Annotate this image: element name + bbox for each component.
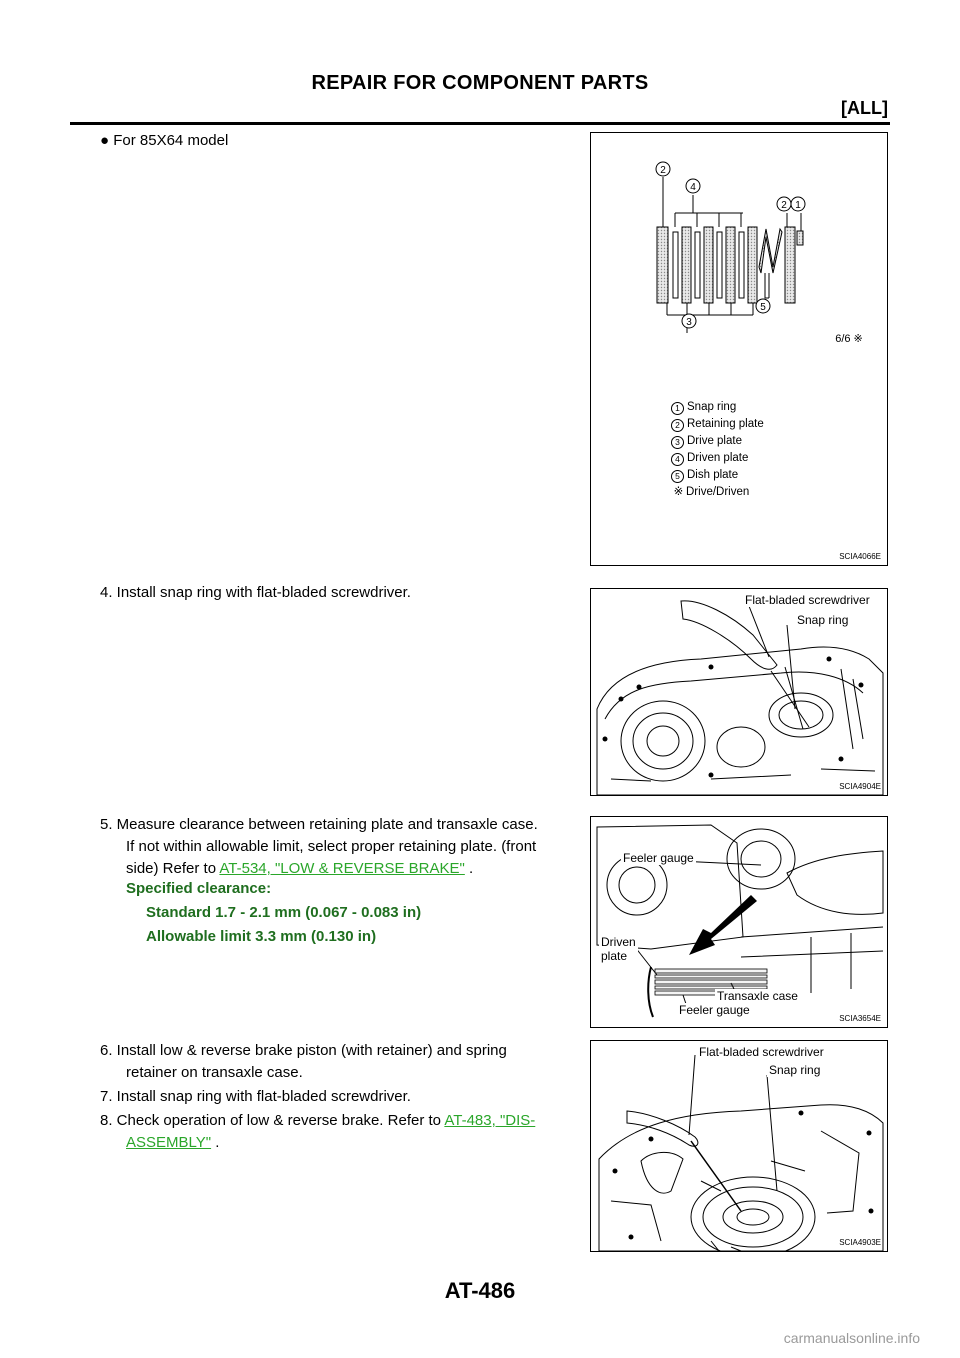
figure-piston-snap-ring	[590, 1040, 888, 1252]
watermark: carmanualsonline.info	[783, 1330, 920, 1346]
step-4: 4. Install snap ring with flat-bladed screwdriver.	[100, 584, 411, 601]
header-rule	[70, 122, 890, 125]
callout-feeler-gauge-bottom: Feeler gauge	[679, 1003, 750, 1017]
callout-driven-plate: Driven plate	[601, 935, 636, 963]
svg-text:4: 4	[690, 182, 696, 193]
clutch-pack-diagram	[591, 133, 887, 423]
callout-flat-bladed-screwdriver: Flat-bladed screwdriver	[745, 593, 870, 607]
step-6-line-2: retainer on transaxle case.	[126, 1064, 303, 1081]
page-number: AT-486	[444, 1278, 516, 1303]
figure-code: SCIA4904E	[839, 782, 881, 791]
svg-text:1: 1	[795, 200, 801, 211]
bullet-icon: ●	[100, 132, 110, 149]
figure-clutch-pack	[590, 132, 888, 566]
svg-text:5: 5	[760, 302, 766, 313]
page-title: REPAIR FOR COMPONENT PARTS	[311, 72, 649, 94]
legend-item: 1 Snap ring	[671, 399, 764, 416]
figure-snap-ring-install	[590, 588, 888, 796]
legend-item: ※ Drive/Driven	[673, 486, 750, 498]
section-tag: [ALL]	[841, 98, 888, 118]
step-5-line-1: 5. Measure clearance between retaining plate and transaxle case.	[100, 816, 538, 833]
figure-code: SCIA3654E	[839, 1014, 881, 1023]
step-7: 7. Install snap ring with flat-bladed screwdriver.	[100, 1088, 411, 1105]
ratio-note: 6/6 ※	[835, 333, 863, 345]
callout-snap-ring: Snap ring	[769, 1063, 821, 1077]
svg-text:2: 2	[781, 200, 787, 211]
link-low-reverse-brake[interactable]: AT-534, "LOW & REVERSE BRAKE"	[219, 860, 465, 877]
spec-allowable: Allowable limit 3.3 mm (0.130 in)	[146, 928, 377, 945]
model-bullet	[100, 130, 228, 152]
model-label: For 85X64 model	[113, 132, 229, 149]
legend-item: 2 Retaining plate	[671, 416, 764, 433]
brake-piston-illustration	[591, 1041, 887, 1251]
figure-code: SCIA4903E	[839, 1238, 881, 1247]
callout-feeler-gauge-top: Feeler gauge	[623, 851, 694, 865]
svg-text:3: 3	[686, 317, 692, 328]
spec-standard: Standard 1.7 - 2.1 mm (0.067 - 0.083 in)	[146, 904, 422, 921]
callout-flat-bladed-screwdriver: Flat-bladed screwdriver	[699, 1045, 824, 1059]
legend-item: 3 Drive plate	[671, 433, 764, 450]
step-6-line-1: 6. Install low & reverse brake piston (with retainer) and spring	[100, 1042, 507, 1059]
svg-text:2: 2	[660, 165, 666, 176]
step-5-line-2: If not within allowable limit, select proper retaining plate. (front	[126, 838, 537, 855]
callout-transaxle-case: Transaxle case	[717, 989, 798, 1003]
step-8-line-2: ASSEMBLY" .	[126, 1134, 220, 1151]
figure-legend	[671, 399, 764, 501]
callout-snap-ring: Snap ring	[797, 613, 849, 627]
link-disassembly[interactable]: AT-483, "DIS-	[444, 1112, 536, 1129]
figure-code: SCIA4066E	[839, 552, 881, 561]
step-5-line-3: side) Refer to AT-534, "LOW & REVERSE BRAKE" .	[126, 860, 474, 877]
legend-item: 4 Driven plate	[671, 450, 764, 467]
spec-title: Specified clearance:	[126, 880, 272, 897]
link-disassembly-cont[interactable]: ASSEMBLY"	[126, 1134, 212, 1151]
step-8-line-1: 8. Check operation of low & reverse brake. Refer to AT-483, "DIS-	[100, 1112, 536, 1129]
figure-clearance-measure	[590, 816, 888, 1028]
legend-item: 5 Dish plate	[671, 467, 764, 484]
